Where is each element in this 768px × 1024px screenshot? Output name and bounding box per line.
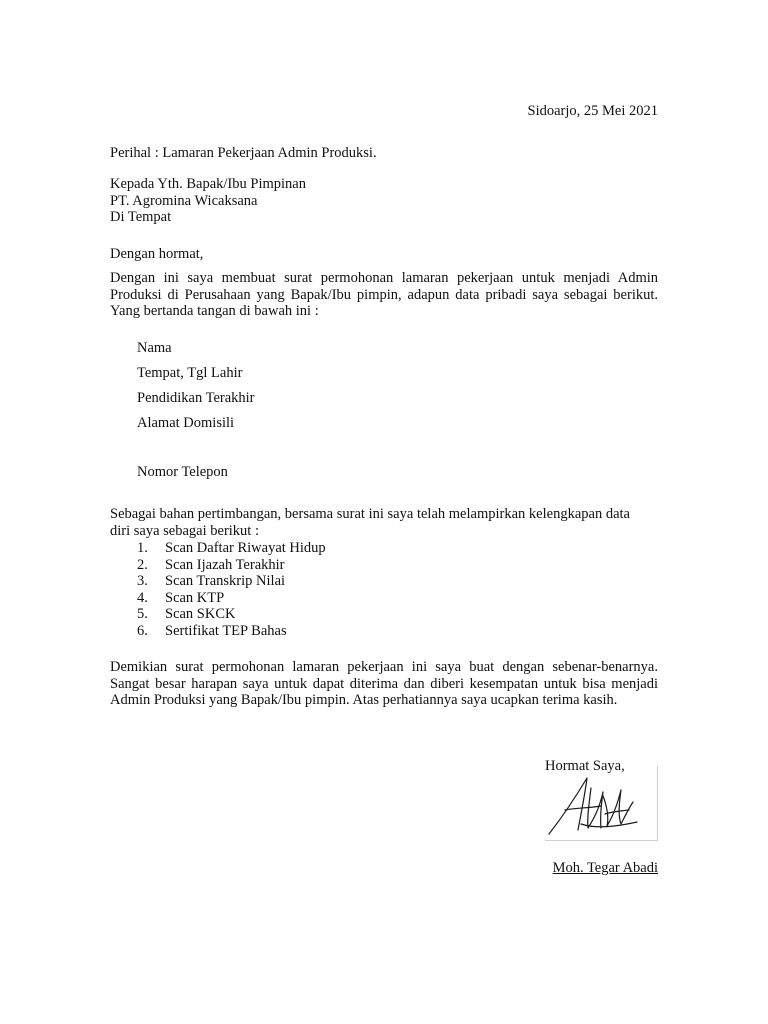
list-item-text: Scan KTP	[165, 589, 225, 606]
signature-icon	[545, 766, 657, 840]
list-item-text: Scan SKCK	[165, 606, 236, 622]
list-item-number: 1.	[137, 540, 148, 556]
list-item-number: 5.	[137, 606, 148, 622]
field-label-phone: Nomor Telepon	[137, 464, 228, 480]
attachments-list	[137, 540, 326, 639]
field-label-name: Nama	[137, 340, 172, 356]
list-item-text: Scan Transkrip Nilai	[165, 573, 286, 589]
field-label-birth: Tempat, Tgl Lahir	[137, 365, 243, 381]
recipient-company: PT. Agromina Wicaksana	[110, 192, 258, 209]
closing-paragraph: Demikian surat permohonan lamaran pekerjaan ini saya buat dengan sebenar-benarnya. Sangat besar harapan saya untuk dapat diterima dan diberi kesempatan untuk bisa menjadi Admin Produksi yang Bapak/Ibu pimpin. Atas perhatiannya saya ucapkan terima kasih.	[110, 659, 658, 708]
list-item-text: Scan Ijazah Terakhir	[165, 556, 285, 573]
list-item	[137, 557, 326, 574]
intro-paragraph: Dengan ini saya membuat surat permohonan lamaran pekerjaan untuk menjadi Admin Produksi di Perusahaan yang Bapak/Ibu pimpin, adapun data pribadi saya sebagai berikut. Yang bertanda tangan di bawah ini :	[110, 270, 658, 319]
list-item-number: 4.	[137, 589, 148, 606]
letter-date: Sidoarjo, 25 Mei 2021	[527, 103, 658, 119]
field-label-education: Pendidikan Terakhir	[137, 390, 255, 406]
list-item	[137, 590, 326, 607]
list-item-number: 6.	[137, 622, 148, 639]
attachments-intro: Sebagai bahan pertimbangan, bersama surat ini saya telah melampirkan kelengkapan data diri saya sebagai berikut :	[110, 506, 630, 539]
list-item	[137, 540, 326, 557]
list-item-number: 2.	[137, 556, 148, 573]
greeting: Dengan hormat,	[110, 246, 204, 262]
list-item	[137, 573, 326, 590]
recipient-block	[110, 176, 306, 226]
personal-data-fields	[137, 340, 255, 489]
field-label-address: Alamat Domisili	[137, 415, 235, 431]
recipient-line: Kepada Yth. Bapak/Ibu Pimpinan	[110, 176, 306, 192]
letter-subject: Perihal : Lamaran Pekerjaan Admin Produksi.	[110, 145, 377, 161]
list-item	[137, 606, 326, 623]
recipient-location: Di Tempat	[110, 209, 172, 225]
list-item-text: Scan Daftar Riwayat Hidup	[165, 540, 326, 556]
signature-box	[545, 766, 658, 841]
list-item-number: 3.	[137, 573, 148, 589]
signer-name: Moh. Tegar Abadi	[552, 860, 658, 876]
signoff: Hormat Saya,	[545, 758, 625, 774]
list-item	[137, 623, 326, 640]
list-item-text: Sertifikat TEP Bahas	[165, 622, 287, 639]
